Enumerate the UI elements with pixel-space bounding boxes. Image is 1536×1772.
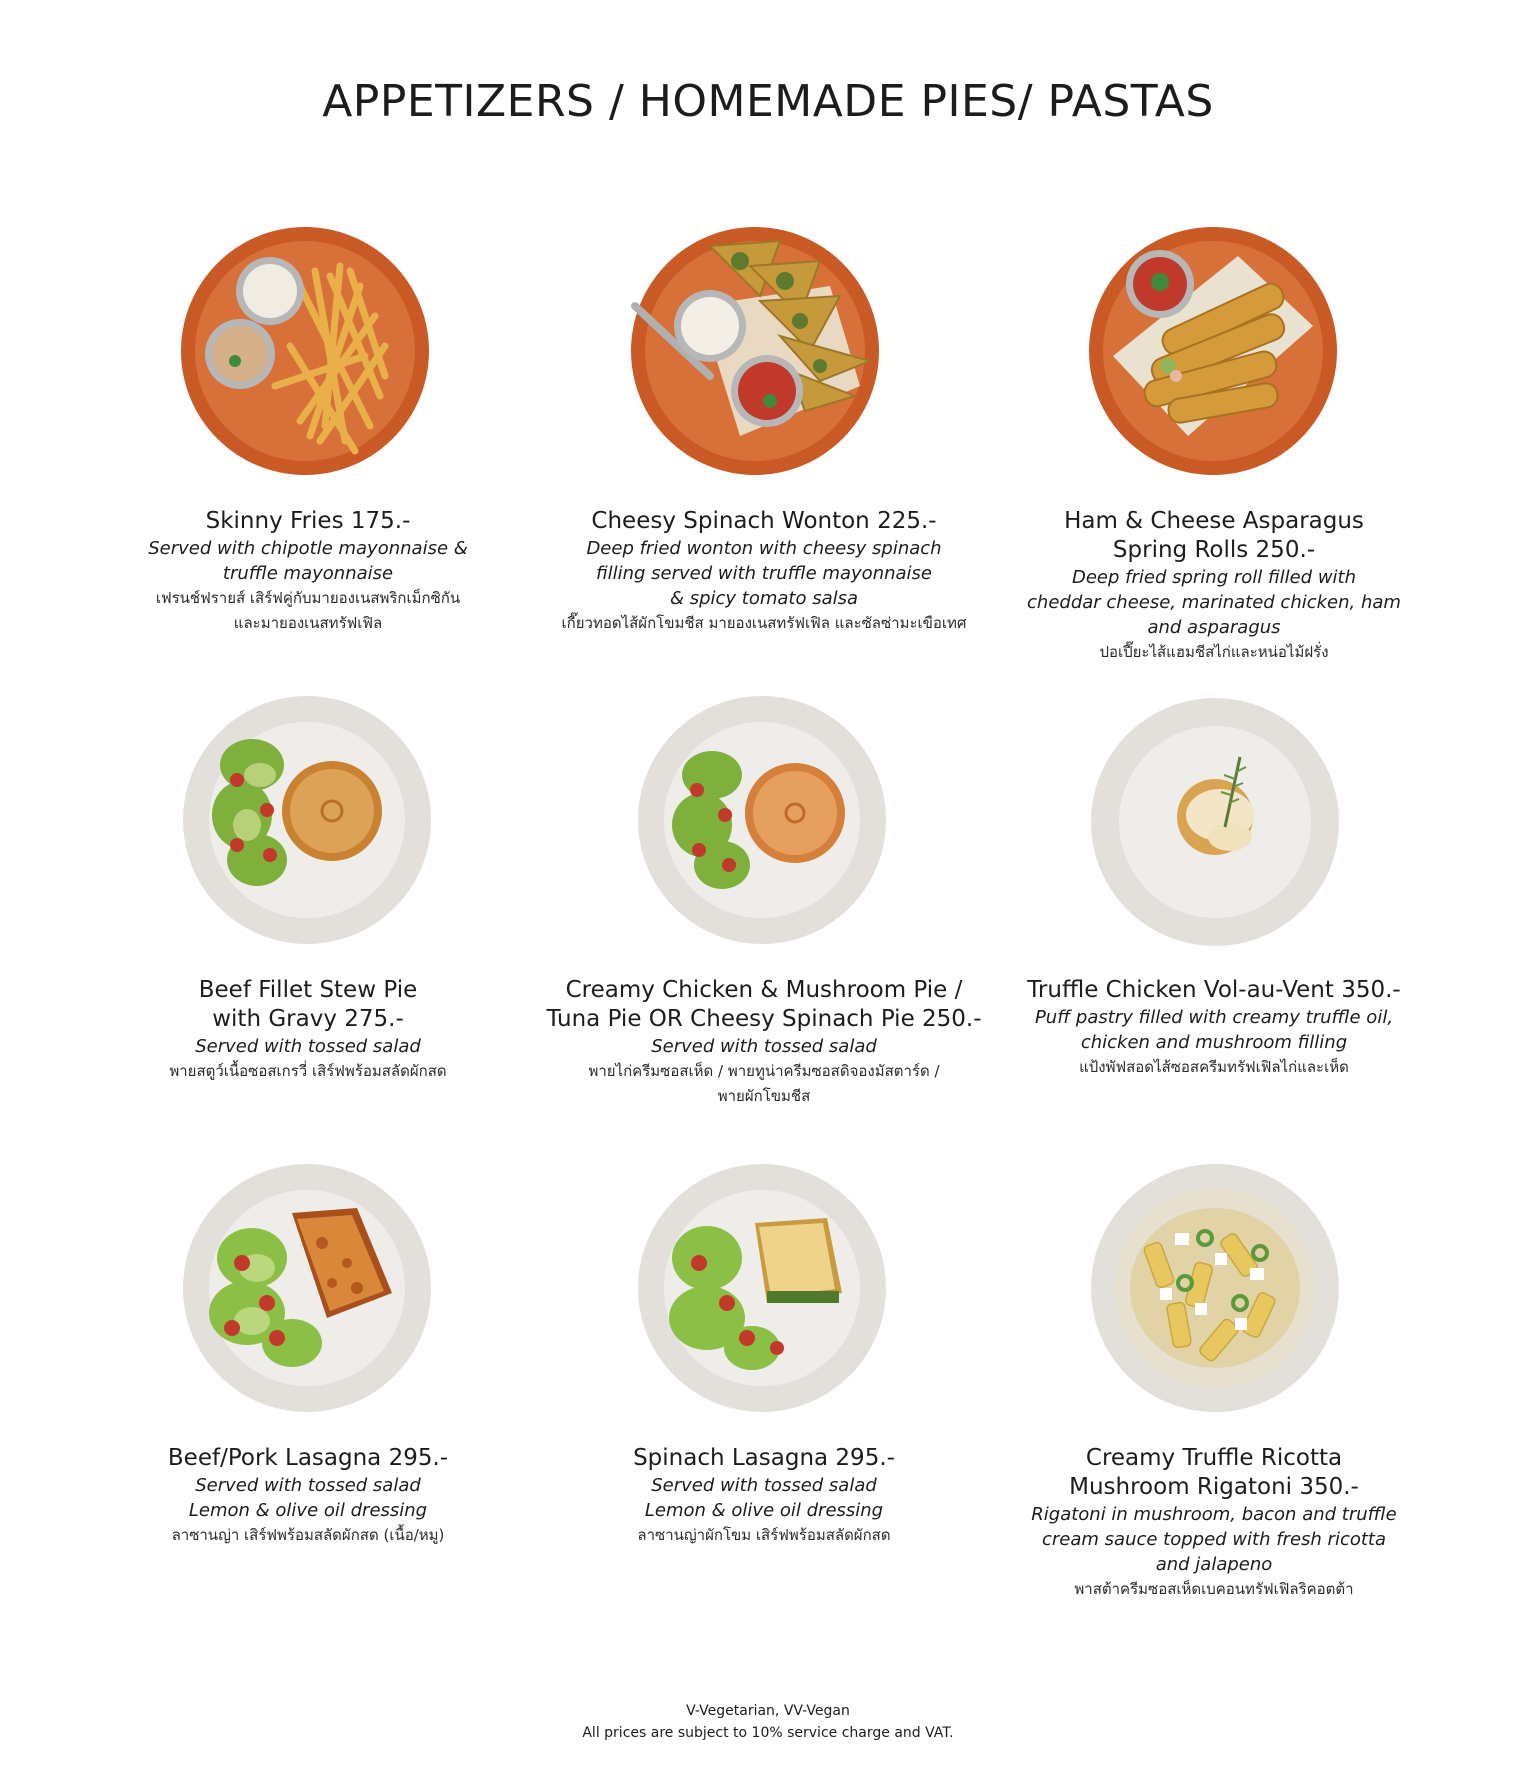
menu-item <box>88 507 528 636</box>
chicken-pie-photo <box>637 695 887 945</box>
footer <box>0 1700 1536 1744</box>
fries-photo <box>180 226 430 476</box>
item-description: Deep fried wonton with cheesy spinach filling served with truffle mayonnaise & spicy tomato salsa <box>586 538 942 609</box>
item-description: Rigatoni in mushroom, bacon and truffle cream sauce topped with fresh ricotta and jalapeno <box>1031 1504 1397 1575</box>
item-name: Creamy Chicken & Mushroom Pie / Tuna Pie OR Cheesy Spinach Pie 250.- <box>546 977 982 1032</box>
item-name: Spinach Lasagna 295.- <box>633 1445 895 1471</box>
footer-price-note: All prices are subject to 10% service charge and VAT. <box>582 1725 954 1741</box>
item-thai-description: ลาซานญ่า เสิร์ฟพร้อมสลัดผักสด (เนื้อ/หมู) <box>171 1526 445 1544</box>
item-thai-description: ปอเปี๊ยะไส้แฮมชีสไก่และหน่อไม้ฝรั่ง <box>1099 643 1329 661</box>
item-name: Cheesy Spinach Wonton 225.- <box>591 508 937 534</box>
item-thai-description: พายสตูว์เนื้อซอสเกรวี่ เสิร์ฟพร้อมสลัดผักสด <box>169 1062 447 1080</box>
item-thai-description: แป้งพัฟสอดไส้ซอสครีมทรัฟเฟิลไก่และเห็ด <box>1079 1058 1349 1076</box>
item-description: Puff pastry filled with creamy truffle oil, chicken and mushroom filling <box>1034 1007 1394 1053</box>
page-title: APPETIZERS / HOMEMADE PIES/ PASTAS <box>322 76 1214 127</box>
item-thai-description: พายไก่ครีมซอสเห็ด / พายทูน่าครีมซอสดิจองมัสตาร์ด / พายผักโขมชีส <box>588 1062 940 1105</box>
beef-pie-photo <box>182 695 432 945</box>
item-thai-description: เกี๊ยวทอดไส้ผักโขมชีส มายองเนสทรัฟเฟิล และซัลซ่ามะเขือเทศ <box>561 614 967 632</box>
spinach-lasagna-photo <box>637 1163 887 1413</box>
item-name: Creamy Truffle Ricotta Mushroom Rigatoni 350.- <box>1069 1445 1359 1500</box>
item-description: Served with tossed salad <box>195 1036 421 1057</box>
spring-rolls-photo <box>1088 226 1338 476</box>
item-thai-description: พาสต้าครีมซอสเห็ดเบคอนทรัฟเฟิลริคอตต้า <box>1074 1580 1354 1598</box>
rigatoni-photo <box>1090 1163 1340 1413</box>
item-name: Beef Fillet Stew Pie with Gravy 275.- <box>198 977 418 1032</box>
vol-au-vent-photo <box>1090 697 1340 947</box>
item-thai-description: เฟรนช์ฟรายส์ เสิร์ฟคู่กับมายองเนสพริกเม็กซิกัน และมายองเนสทรัฟเฟิล <box>155 589 461 632</box>
menu-item <box>544 507 984 636</box>
item-name: Ham & Cheese Asparagus Spring Rolls 250.- <box>1064 508 1364 563</box>
item-name: Truffle Chicken Vol-au-Vent 350.- <box>1027 977 1401 1003</box>
beef-lasagna-photo <box>182 1163 432 1413</box>
item-description: Served with tossed salad <box>651 1036 877 1057</box>
item-thai-description: ลาซานญ่าผักโขม เสิร์ฟพร้อมสลัดผักสด <box>637 1526 891 1544</box>
menu-item <box>88 1444 528 1548</box>
menu-item <box>88 976 528 1084</box>
menu-item <box>544 1444 984 1548</box>
item-description: Served with tossed salad Lemon & olive oil dressing <box>188 1475 428 1521</box>
menu-item <box>994 507 1434 665</box>
footer-legend: V-Vegetarian, VV-Vegan <box>686 1703 850 1719</box>
item-description: Served with chipotle mayonnaise & truffle mayonnaise <box>148 538 468 584</box>
menu-item <box>544 976 984 1109</box>
menu-item <box>994 976 1434 1080</box>
item-description: Served with tossed salad Lemon & olive oil dressing <box>644 1475 884 1521</box>
menu-item <box>994 1444 1434 1602</box>
wonton-photo <box>630 226 900 476</box>
item-name: Beef/Pork Lasagna 295.- <box>167 1445 449 1471</box>
item-description: Deep fried spring roll filled with cheddar cheese, marinated chicken, ham and asparagus <box>1027 567 1401 638</box>
item-name: Skinny Fries 175.- <box>205 508 411 534</box>
